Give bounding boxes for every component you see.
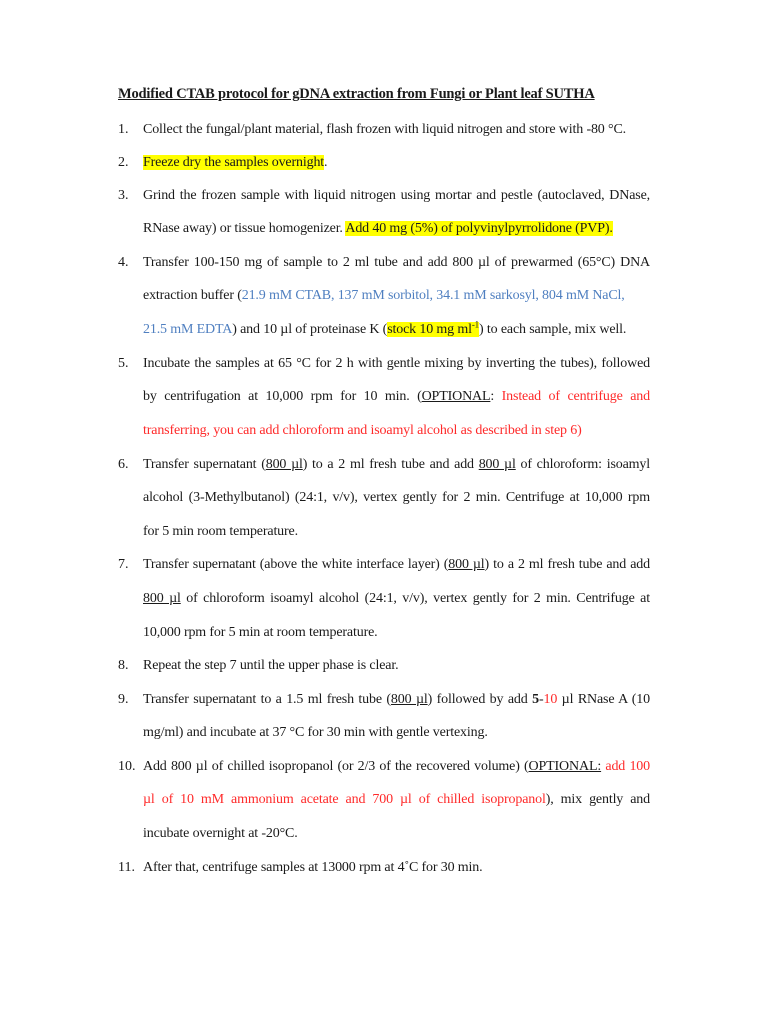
- step-5-line-1: Incubate the samples at 65 °C for 2 h with gentle mixing by inverting the tubes), followed: [143, 356, 650, 371]
- text-run: extraction buffer (: [143, 288, 242, 303]
- optional-note: Instead of centrifuge and: [501, 389, 650, 404]
- volume-value: 800 µl: [390, 692, 428, 707]
- step-10-line-1: [143, 759, 650, 779]
- step-10-line-3: incubate overnight at -20°C.: [143, 826, 298, 841]
- document-title: Modified CTAB protocol for gDNA extraction from Fungi or Plant leaf SUTHA: [118, 86, 595, 102]
- step-4-line-1: Transfer 100-150 mg of sample to 2 ml tube and add 800 µl of prewarmed (65°C) DNA: [143, 255, 650, 270]
- step-6-line-2: alcohol (3-Methylbutanol) (24:1, v/v), vertex gently for 2 min. Centrifuge at 10,000 rpm: [143, 490, 650, 505]
- step-4-line-2: [143, 288, 650, 304]
- step-number: 7.: [118, 557, 129, 572]
- buffer-composition: 21.5 mM EDTA: [143, 322, 233, 337]
- text-run: of chloroform isoamyl alcohol (24:1, v/v), vertex gently for 2 min. Centrifuge at: [180, 591, 650, 606]
- volume-value: 800 µl: [478, 457, 516, 472]
- text-run: Transfer supernatant (: [143, 457, 266, 472]
- step-1-text: Collect the fungal/plant material, flash frozen with liquid nitrogen and store with -80 °C.: [143, 122, 626, 137]
- text-run: ) to a 2 ml fresh tube and add: [484, 557, 650, 572]
- text-run: Add 800 µl of chilled isopropanol (or 2/3 of the recovered volume) (: [143, 759, 529, 774]
- step-8-text: Repeat the step 7 until the upper phase is clear.: [143, 658, 399, 673]
- step-number: 2.: [118, 155, 129, 170]
- volume-value: 800 µl: [265, 457, 303, 472]
- step-number: 8.: [118, 658, 129, 673]
- step-9-line-2: mg/ml) and incubate at 37 °C for 30 min with gentle vertexing.: [143, 725, 488, 740]
- step-5-line-2: [143, 389, 650, 409]
- optional-note: µl of 10 mM ammonium acetate and 700 µl of chilled isopropanol: [143, 792, 546, 807]
- text-run: Transfer supernatant (above the white interface layer) (: [143, 557, 449, 572]
- highlighted-text: Add 40 mg (5%) of polyvinylpyrrolidone (PVP).: [345, 221, 613, 236]
- text-run: ) and 10 µl of proteinase K (: [232, 322, 388, 337]
- step-9-line-1: [143, 692, 650, 712]
- step-7-line-3: 10,000 rpm for 5 min at room temperature.: [143, 625, 378, 640]
- buffer-composition: 21.9 mM CTAB, 137 mM sorbitol, 34.1 mM sarkosyl, 804 mM NaCl,: [241, 288, 625, 303]
- optional-label: OPTIONAL:: [528, 759, 602, 774]
- rnase-max-volume: 10: [543, 692, 558, 707]
- text-run: ), mix gently and: [545, 792, 650, 807]
- step-3-line-1: Grind the frozen sample with liquid nitrogen using mortar and pestle (autoclaved, DNase,: [143, 188, 650, 203]
- step-10-line-2: [143, 792, 650, 812]
- optional-note: add 100: [601, 759, 650, 774]
- volume-value: 800 µl: [448, 557, 485, 572]
- text-run: -: [538, 692, 544, 707]
- optional-label: OPTIONAL: [421, 389, 491, 404]
- step-number: 6.: [118, 457, 129, 472]
- highlighted-text: [387, 319, 480, 337]
- step-number: 4.: [118, 255, 129, 270]
- volume-value: 800 µl: [143, 591, 181, 606]
- step-5-line-3: transferring, you can add chloroform and isoamyl alcohol as described in step 6): [143, 423, 582, 438]
- superscript: -1: [471, 319, 480, 330]
- text-run: µl RNase A (10: [557, 692, 650, 707]
- step-number: 11.: [118, 860, 135, 875]
- step-7-line-2: [143, 591, 650, 611]
- step-6-line-3: for 5 min room temperature.: [143, 524, 298, 539]
- text-run: stock 10 mg ml: [387, 322, 472, 337]
- step-7-line-1: [143, 557, 650, 577]
- text-run: RNase away) or tissue homogenizer.: [143, 221, 346, 236]
- step-6-line-1: [143, 457, 650, 477]
- text-run: Transfer supernatant to a 1.5 ml fresh tube (: [143, 692, 391, 707]
- step-number: 10.: [118, 759, 136, 774]
- step-3-line-2: [143, 221, 650, 237]
- highlighted-text: Freeze dry the samples overnight: [143, 155, 325, 170]
- text-run: of chloroform: isoamyl: [515, 457, 650, 472]
- step-11-text: After that, centrifuge samples at 13000 rpm at 4˚C for 30 min.: [143, 860, 483, 875]
- step-2-text: [143, 155, 650, 171]
- text-run: by centrifugation at 10,000 rpm for 10 min. (: [143, 389, 422, 404]
- step-number: 1.: [118, 122, 129, 137]
- step-number: 3.: [118, 188, 129, 203]
- text-run: .: [324, 155, 328, 170]
- step-number: 5.: [118, 356, 129, 371]
- rnase-min-volume: 5: [532, 692, 539, 707]
- text-run: ) to each sample, mix well.: [479, 322, 627, 337]
- text-run: :: [490, 389, 502, 404]
- step-4-line-3: [143, 319, 650, 338]
- text-run: ) to a 2 ml fresh tube and add: [302, 457, 479, 472]
- step-number: 9.: [118, 692, 129, 707]
- text-run: ) followed by add: [427, 692, 533, 707]
